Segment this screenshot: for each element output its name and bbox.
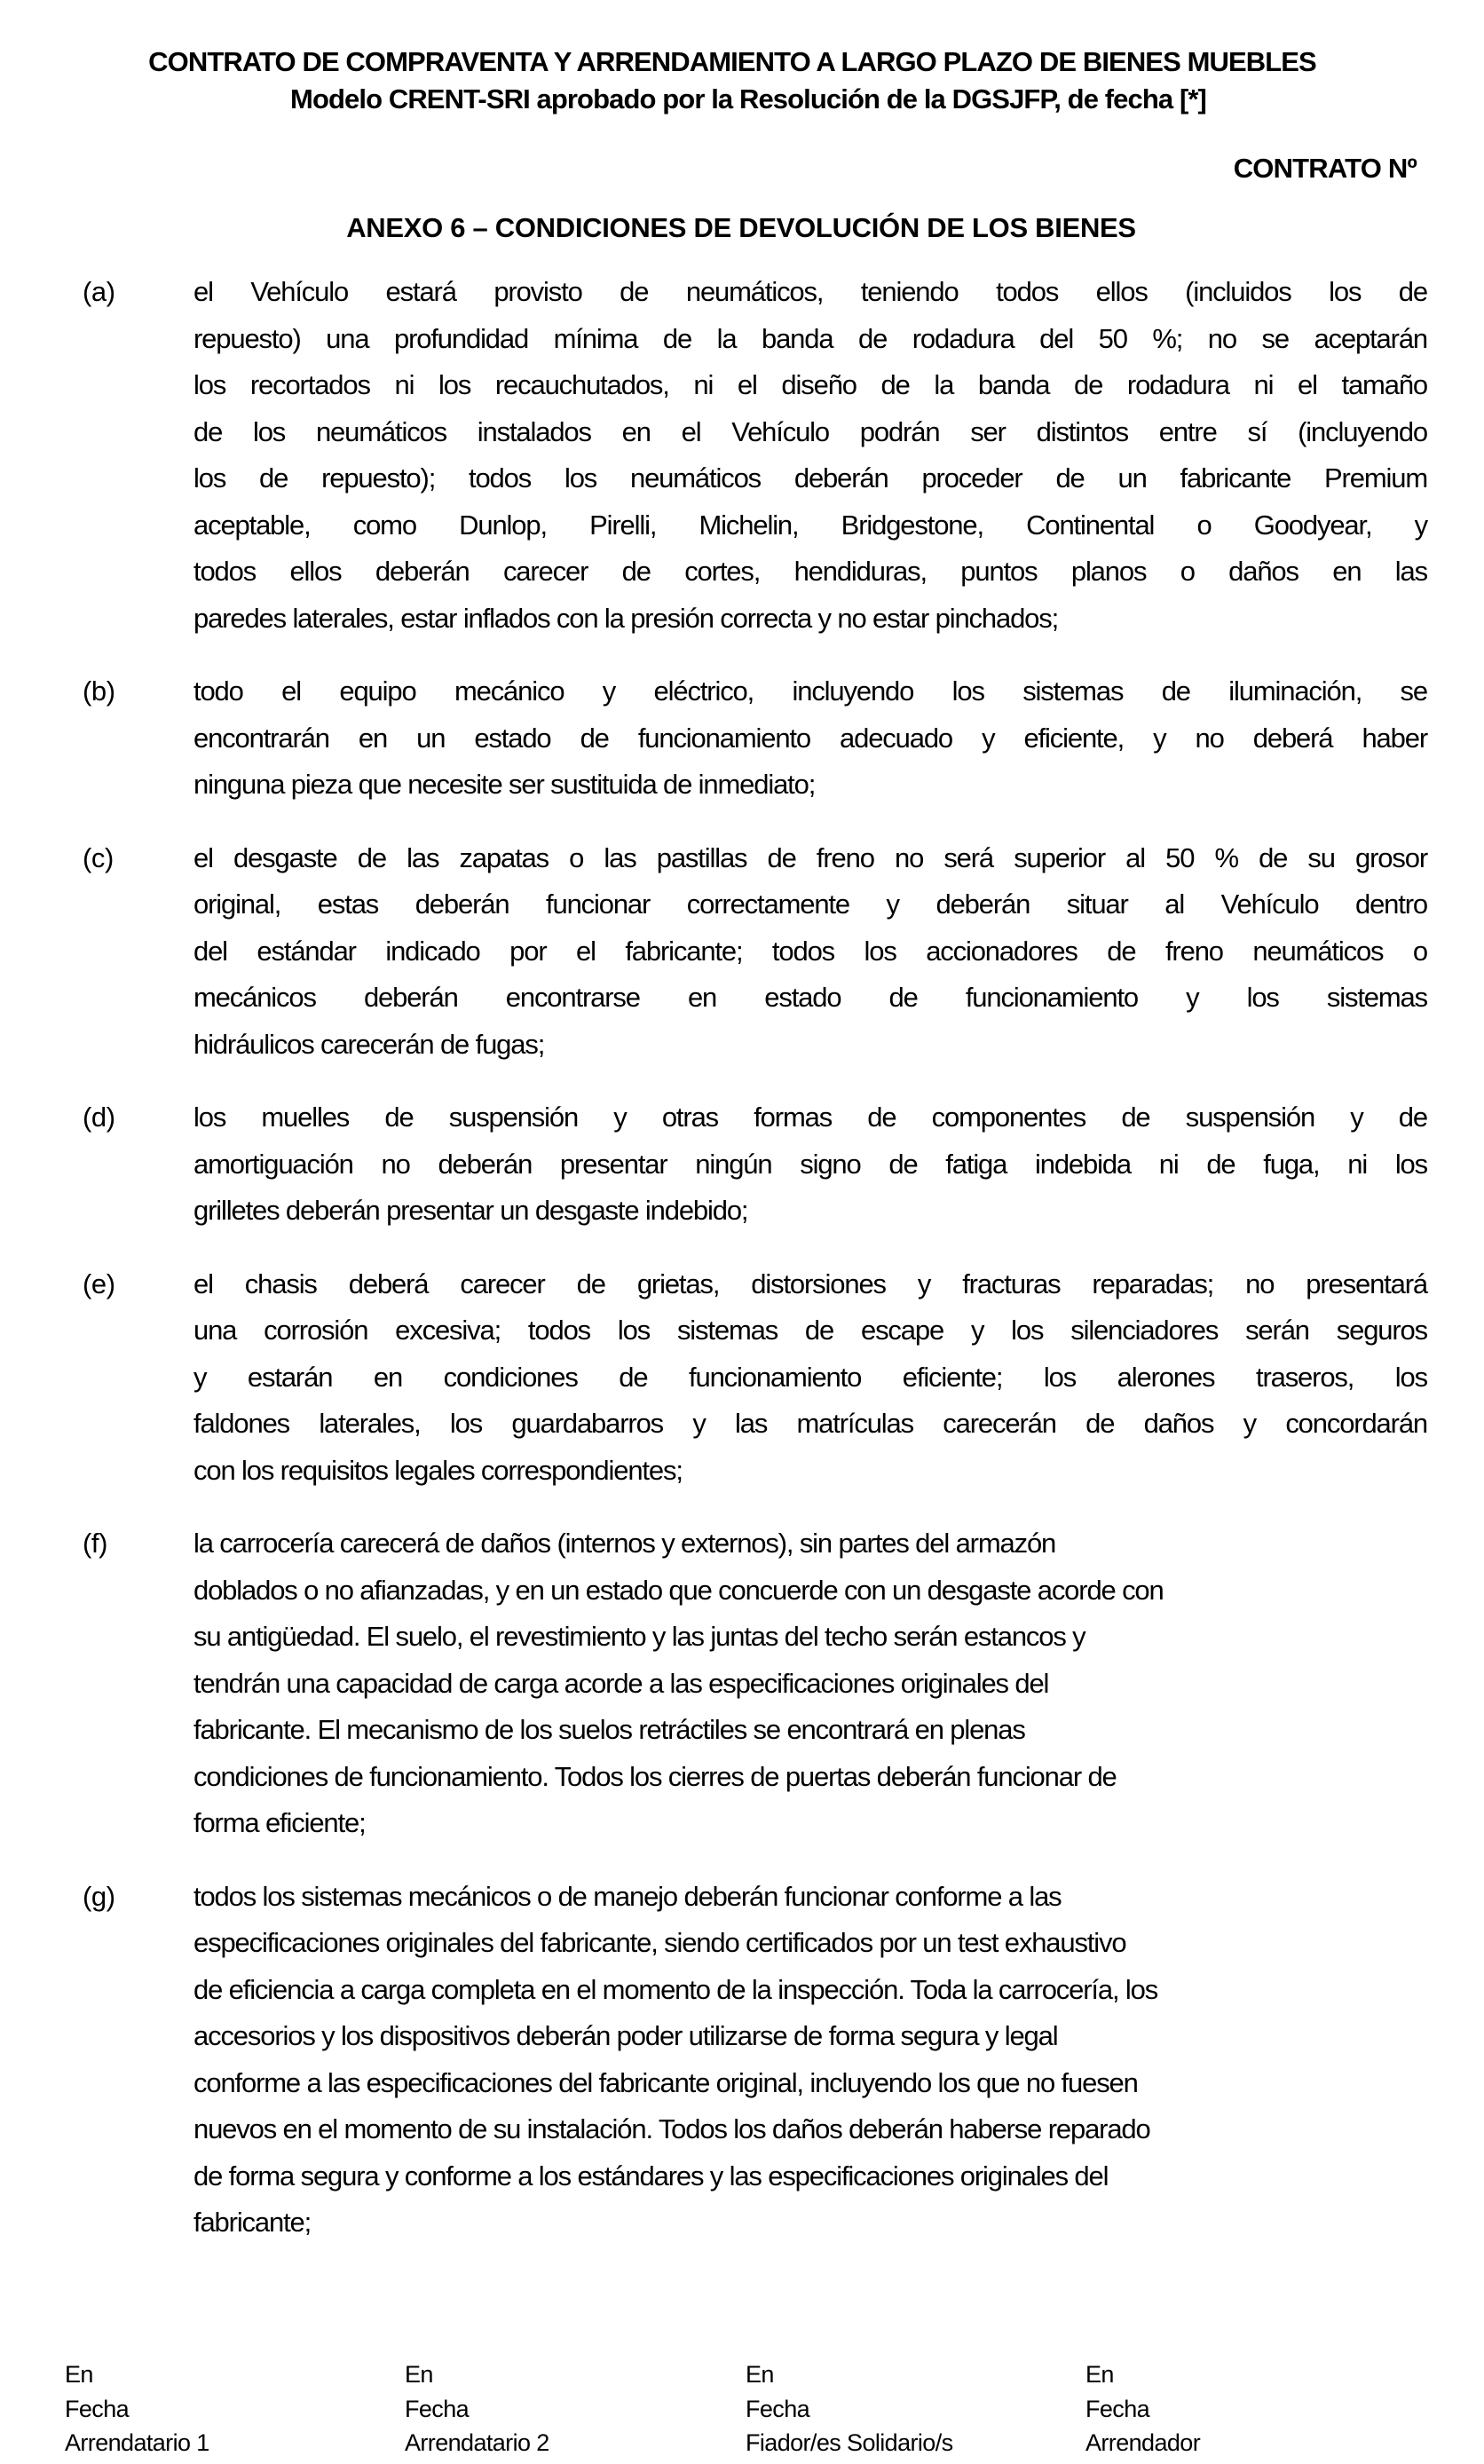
clause-line: original, estas deberán funcionar correctamente y deberán situar al Vehículo dentro: [193, 888, 1427, 920]
party-label: Arrendatario 2: [405, 2429, 549, 2456]
clause-label: (g): [83, 1880, 115, 1912]
clause-line: ninguna pieza que necesite ser sustituida de inmediato;: [193, 769, 816, 800]
clause-text: [193, 668, 1427, 809]
clause-b: [0, 668, 1484, 809]
clause-e: [0, 1261, 1484, 1495]
clause-line: con los requisitos legales correspondientes;: [193, 1454, 683, 1486]
clause-line: de eficiencia a carga completa en el momento de la inspección. Toda la carrocería, los: [193, 1973, 1158, 2005]
clause-line: todos los sistemas mecánicos o de manejo deberán funcionar conforme a las: [193, 1880, 1062, 1912]
clause-line: amortiguación no deberán presentar ningún signo de fatiga indebida ni de fuga, ni los: [193, 1148, 1427, 1180]
date-label: Fecha: [746, 2395, 810, 2422]
clause-label: (c): [83, 841, 114, 873]
signature-lessor: [1085, 2357, 1200, 2460]
clause-text: [193, 269, 1427, 642]
clause-line: encontrarán en un estado de funcionamiento adecuado y eficiente, y no deberá haber: [193, 722, 1427, 754]
signature-guarantors: [746, 2357, 953, 2460]
clause-line: especificaciones originales del fabricante, siendo certificados por un test exhaustivo: [193, 1927, 1126, 1958]
clause-line: y estarán en condiciones de funcionamiento eficiente; los alerones traseros, los: [193, 1361, 1427, 1393]
clause-text: [193, 1874, 1427, 2247]
clause-line: de forma segura y conforme a los estándares y las especificaciones originales del: [193, 2160, 1109, 2192]
clause-label: (e): [83, 1268, 115, 1299]
clause-line: doblados o no afianzadas, y en un estado que concuerde con un desgaste acorde con: [193, 1574, 1164, 1606]
party-label: Arrendador: [1085, 2429, 1201, 2456]
clause-text: [193, 1520, 1427, 1847]
clause-label: (a): [83, 276, 115, 307]
clause-line: de los neumáticos instalados en el Vehículo podrán ser distintos entre sí (incluyendo: [193, 415, 1427, 447]
clause-line: fabricante. El mecanismo de los suelos retráctiles se encontrará en plenas: [193, 1714, 1025, 1745]
signature-block: [0, 2357, 1484, 2464]
clause-d: [0, 1094, 1484, 1235]
clause-line: una corrosión excesiva; todos los sistemas de escape y los silenciadores serán seguros: [193, 1315, 1427, 1346]
document-title: CONTRATO DE COMPRAVENTA Y ARRENDAMIENTO A LARGO PLAZO DE BIENES MUEBLES: [148, 46, 1316, 77]
signature-lessee-1: [65, 2357, 209, 2460]
clause-f: [0, 1520, 1484, 1847]
clause-line: los muelles de suspensión y otras formas de componentes de suspensión y de: [193, 1102, 1427, 1133]
clause-text: [193, 1094, 1427, 1235]
place-label: En: [405, 2361, 433, 2388]
clause-text: [193, 835, 1427, 1069]
clause-label: (b): [83, 675, 115, 707]
signature-lessee-2: [405, 2357, 549, 2460]
place-label: En: [746, 2361, 774, 2388]
clause-line: el desgaste de las zapatas o las pastillas de freno no será superior al 50 % de su grosor: [193, 841, 1427, 873]
clause-line: el chasis deberá carecer de grietas, distorsiones y fracturas reparadas; no presentará: [193, 1268, 1427, 1299]
contract-number-label: CONTRATO Nº: [1233, 153, 1417, 184]
clause-line: forma eficiente;: [193, 1807, 366, 1838]
date-label: Fecha: [65, 2395, 130, 2422]
clause-g: [0, 1874, 1484, 2247]
clause-line: accesorios y los dispositivos deberán poder utilizarse de forma segura y legal: [193, 2020, 1058, 2051]
clause-line: faldones laterales, los guardabarros y las matrículas carecerán de daños y concordarán: [193, 1408, 1427, 1439]
clause-line: del estándar indicado por el fabricante; todos los accionadores de freno neumáticos o: [193, 935, 1427, 967]
clause-line: su antigüedad. El suelo, el revestimiento y las juntas del techo serán estancos y: [193, 1621, 1085, 1652]
document-subtitle: Modelo CRENT-SRI aprobado por la Resolución de la DGSJFP, de fecha [*]: [290, 83, 1206, 115]
clause-line: condiciones de funcionamiento. Todos los cierres de puertas deberán funcionar de: [193, 1760, 1117, 1792]
clause-line: todos ellos deberán carecer de cortes, hendiduras, puntos planos o daños en las: [193, 556, 1427, 587]
clause-line: hidráulicos carecerán de fugas;: [193, 1028, 545, 1060]
clause-c: [0, 835, 1484, 1069]
clause-a: [0, 269, 1484, 642]
clause-line: los de repuesto); todos los neumáticos deberán proceder de un fabricante Premium: [193, 462, 1427, 494]
clause-line: grilletes deberán presentar un desgaste indebido;: [193, 1195, 748, 1226]
clause-line: fabricante;: [193, 2207, 312, 2238]
clause-line: paredes laterales, estar inflados con la presión correcta y no estar pinchados;: [193, 602, 1059, 634]
clause-line: nuevos en el momento de su instalación. Todos los daños deberán haberse reparado: [193, 2113, 1150, 2144]
place-label: En: [1085, 2361, 1114, 2388]
date-label: Fecha: [1085, 2395, 1150, 2422]
clause-line: conforme a las especificaciones del fabricante original, incluyendo los que no fuesen: [193, 2066, 1138, 2098]
clause-list: [0, 269, 1484, 2273]
clause-line: el Vehículo estará provisto de neumáticos, teniendo todos ellos (incluidos los de: [193, 276, 1427, 307]
annex-heading: ANEXO 6 – CONDICIONES DE DEVOLUCIÓN DE LOS BIENES: [346, 212, 1136, 243]
clause-line: repuesto) una profundidad mínima de la banda de rodadura del 50 %; no se aceptarán: [193, 322, 1427, 354]
clause-line: aceptable, como Dunlop, Pirelli, Michelin, Bridgestone, Continental o Goodyear, y: [193, 509, 1427, 541]
clause-text: [193, 1261, 1427, 1495]
clause-label: (d): [83, 1102, 115, 1133]
clause-line: mecánicos deberán encontrarse en estado de funcionamiento y los sistemas: [193, 982, 1427, 1013]
clause-line: todo el equipo mecánico y eléctrico, incluyendo los sistemas de iluminación, se: [193, 675, 1427, 707]
clause-line: los recortados ni los recauchutados, ni el diseño de la banda de rodadura ni el tamaño: [193, 369, 1427, 400]
date-label: Fecha: [405, 2395, 470, 2422]
party-label: Arrendatario 1: [65, 2429, 209, 2456]
party-label: Fiador/es Solidario/s: [746, 2429, 953, 2456]
clause-label: (f): [83, 1528, 108, 1559]
clause-line: tendrán una capacidad de carga acorde a las especificaciones originales del: [193, 1667, 1049, 1699]
clause-line: la carrocería carecerá de daños (internos y externos), sin partes del armazón: [193, 1528, 1056, 1559]
place-label: En: [65, 2361, 93, 2388]
